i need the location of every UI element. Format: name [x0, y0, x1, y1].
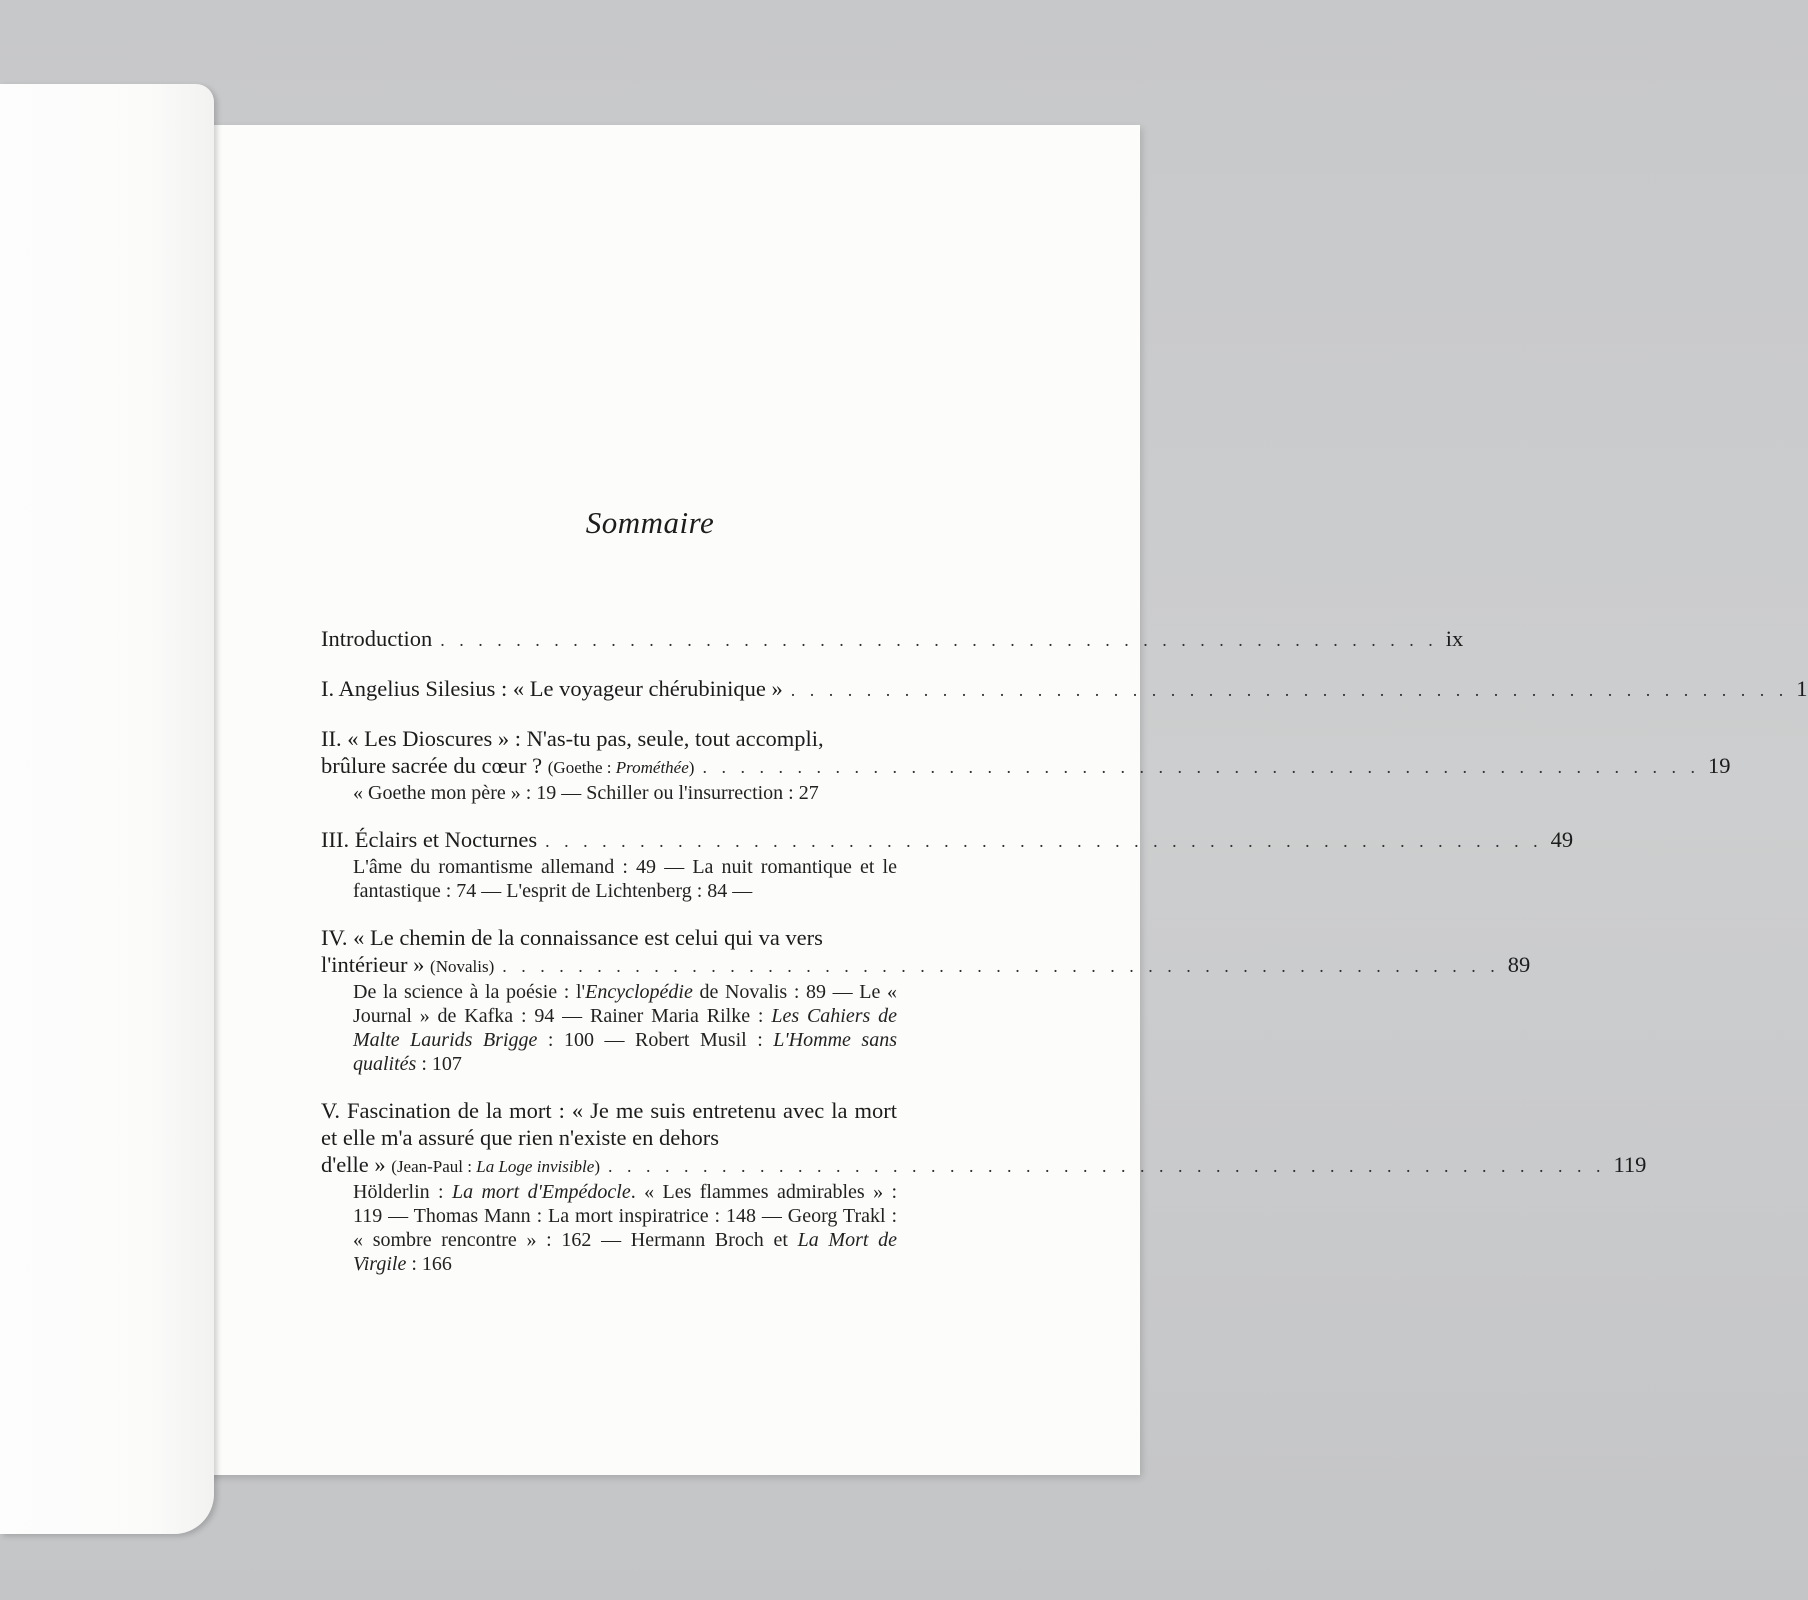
sub-part: : 100 — Robert Musil : [537, 1029, 774, 1051]
entry-subtopics [321, 1180, 971, 1276]
dot-leader: . . . . . . . . . . . . . . . . . . . . . . . . . . . . . . . . . . . . . . . . . . . . . . . . . . . . . [545, 831, 1543, 851]
toc-entry-chapter-1 [321, 675, 1808, 704]
left-page [0, 84, 214, 1534]
toc-entry-chapter-3 [321, 826, 1574, 903]
sub-part-italic: Encyclopédie [585, 981, 693, 1003]
entry-subtopics: L'âme du romantisme allemand : 49 — La nuit romantique et le fantastique : 74 — L'esprit de Lichtenberg : 84 — [353, 856, 897, 902]
sub-part: : 107 [416, 1053, 462, 1075]
dot-leader: . . . . . . . . . . . . . . . . . . . . . . . . . . . . . . . . . . . . . . . . . . . . . . . . . . . . . [702, 757, 1700, 777]
toc-entry-chapter-2 [321, 725, 1731, 805]
source-suffix: ) [688, 758, 695, 777]
entry-source [391, 1157, 600, 1176]
dot-leader: . . . . . . . . . . . . . . . . . . . . . . . . . . . . . . . . . . . . . . . . . . . . . . . . . . . . . [608, 1156, 1606, 1176]
toc-entry-chapter-4 [321, 924, 1531, 1076]
entry-source: (Novalis) [430, 957, 495, 976]
entry-label [321, 752, 694, 781]
entry-label-text: brûlure sacrée du cœur ? [321, 753, 543, 778]
page-title: Sommaire [585, 505, 715, 540]
source-prefix: (Goethe : [547, 758, 616, 777]
entry-text: IV. « Le chemin de la connaissance est celui qui va vers [321, 925, 823, 950]
entry-label: III. Éclairs et Nocturnes [321, 827, 538, 852]
toc-line [321, 675, 1808, 704]
toc-entry-chapter-5 [321, 1097, 1647, 1276]
entry-label-text: d'elle » [321, 1152, 386, 1177]
sub-part-italic: La Mort de Virgile [353, 1229, 897, 1275]
source-title: Prométhée [615, 758, 689, 777]
dot-leader: . . . . . . . . . . . . . . . . . . . . . . . . . . . . . . . . . . . . . . . . . . . . . . . . . . . . . [502, 956, 1500, 976]
entry-label [321, 951, 494, 980]
page-number: ix [1445, 626, 1464, 651]
dot-leader: . . . . . . . . . . . . . . . . . . . . . . . . . . . . . . . . . . . . . . . . . . . . . . . . . . . . . [790, 680, 1789, 700]
entry-subtopics: « Goethe mon père » : 19 — Schiller ou l'insurrection : 27 [353, 782, 819, 804]
page-number: 89 [1507, 952, 1531, 977]
page-number: 119 [1613, 1152, 1647, 1177]
entry-label: I. Angelius Silesius : « Le voyageur chérubinique » [321, 676, 783, 701]
entry-label: Introduction [321, 626, 433, 651]
toc-line [321, 1151, 1647, 1180]
entry-source [548, 758, 695, 777]
toc-line [321, 752, 1731, 781]
entry-label [321, 1151, 600, 1180]
page-number: 1 [1796, 676, 1808, 701]
source-prefix: (Jean-Paul : [391, 1157, 477, 1176]
sub-part-italic: L'Homme sans qualités [353, 1029, 897, 1075]
entry-text: V. Fascination de la mort : « Je me suis entretenu avec la mort et elle m'a assuré que rien n'existe en dehors [321, 1098, 897, 1150]
sub-part: . « Les flammes admirables » : 119 — Thomas Mann : La mort inspiratrice : 148 — Georg Trakl : « sombre rencontre » : 162 — Hermann Broch et [353, 1181, 898, 1251]
sub-part: De la science à la poésie : l' [353, 981, 586, 1003]
sub-part: de Novalis : 89 — Le « Journal » de Kafka : 94 — Rainer Maria Rilke : [353, 981, 897, 1027]
sub-part-italic: La mort d'Empédocle [451, 1181, 631, 1203]
toc-line [321, 951, 1531, 980]
table-of-contents [321, 625, 1808, 1297]
entry-label-text: l'intérieur » [321, 952, 425, 977]
page-number: 19 [1707, 753, 1731, 778]
toc-line [321, 625, 1464, 654]
page-number: 49 [1550, 827, 1574, 852]
source-suffix: ) [594, 1157, 600, 1176]
sub-part: : 166 [406, 1253, 452, 1275]
source-title: La Loge invisible [476, 1157, 595, 1176]
entry-subtopics [321, 980, 971, 1076]
sub-part-italic: Les Cahiers de Malte Laurids Brigge [353, 1005, 898, 1051]
sub-part: Hölderlin : [353, 1181, 452, 1203]
entry-text: II. « Les Dioscures » : N'as-tu pas, seule, tout accompli, [321, 726, 824, 751]
dot-leader: . . . . . . . . . . . . . . . . . . . . . . . . . . . . . . . . . . . . . . . . . . . . . . . . . . . . . [440, 630, 1438, 650]
toc-line [321, 826, 1574, 855]
toc-entry-introduction [321, 625, 1464, 654]
